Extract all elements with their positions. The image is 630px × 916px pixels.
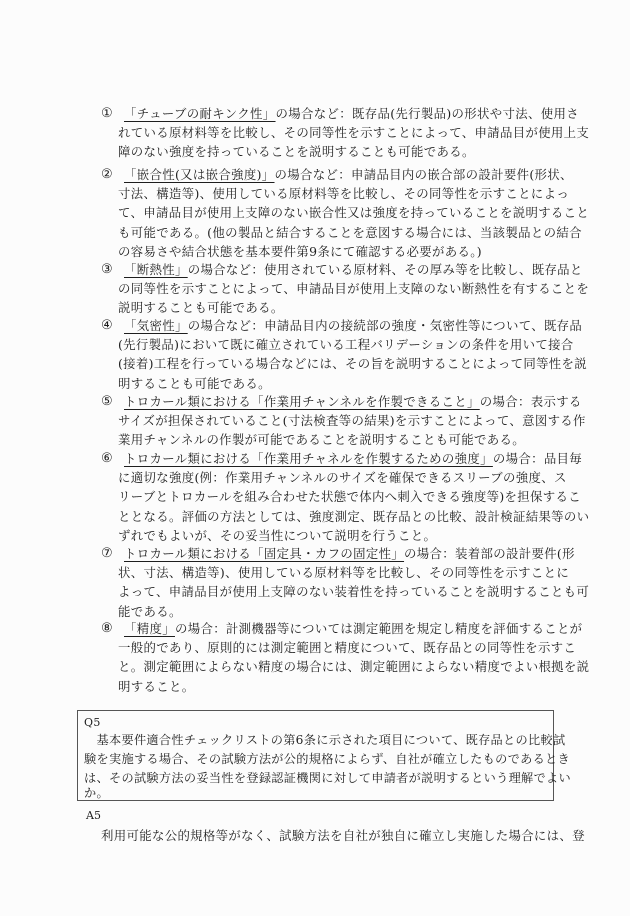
item-line: の同等性を示すことによって、申請品目が使用上支障のない断熱性を有することを xyxy=(118,281,590,297)
item-line xyxy=(124,103,579,124)
item-line: て、申請品目が使用上支障のない嵌合性又は強度を持っていることを説明すること xyxy=(118,205,590,221)
item-line: に適切な強度(例：作業用チャンネルのサイズを確保できるスリーブの強度、ス xyxy=(118,470,567,486)
item-heading: トロカール類における「作業用チャネルを作製するための強度」 xyxy=(124,451,493,466)
item-text: の場合など：申請品目内の嵌合部の設計要件(形状、 xyxy=(274,167,573,182)
item-text: の場合：装着部の設計要件(形 xyxy=(404,546,575,561)
item-line: 業用チャンネルの作製が可能であることを説明することも可能である。 xyxy=(118,432,525,448)
item-number: ⑤ xyxy=(101,394,113,409)
item-number: ② xyxy=(101,167,113,182)
item-line: (先行製品)において既に確立されている工程バリデーションの条件を用いて接合 xyxy=(118,337,574,353)
item-line xyxy=(124,259,583,280)
item-line: 状、寸法、構造等)、使用している原材料等を比較し、その同等性を示すことに xyxy=(118,565,570,581)
question-box xyxy=(77,710,572,801)
item-number: ⑦ xyxy=(101,546,113,561)
answer-text: 利用可能な公的規格等がなく、試験方法を自社が独自に確立し実施した場合には、登 xyxy=(101,828,585,843)
item-line: リーブとトロカールを組み合わせた状態で体内へ刺入できる強度等)を担保するこ xyxy=(118,489,581,505)
item-line: 明することも可能である。 xyxy=(118,375,271,391)
item-line: よって、申請品目が使用上支障のない装着性を持っていることを説明することも可 xyxy=(118,584,590,600)
item-line: ととなる。評価の方法としては、強度測定、既存品との比較、設計検証結果等のい xyxy=(118,508,590,524)
item-heading: トロカール類における「固定具・カフの固定性」 xyxy=(124,546,405,561)
item-text: の場合：品目毎 xyxy=(492,451,583,466)
item-line: 一般的であり、原則的には測定範囲と精度について、既存品との同等性を示すこ xyxy=(118,640,577,656)
item-heading: 「断熱性」 xyxy=(124,262,188,277)
item-heading: 「チューブの耐キンク性」 xyxy=(124,106,276,121)
item-heading: 「嵌合性(又は嵌合強度)」 xyxy=(124,167,275,182)
question-line: 基本要件適合性チェックリストの第6条に示された項目について、既存品との比較試 xyxy=(84,733,566,747)
question-label: Q5 xyxy=(84,716,101,729)
question-line: は、その試験方法の妥当性を登録認証機関に対して申請者が説明するという理解でよい xyxy=(84,771,572,785)
item-line xyxy=(124,164,573,185)
item-line: の容易さや結合状態を基本要件第9条にて確認する必要がある。) xyxy=(118,243,482,259)
item-line: サイズが担保されていること(寸法検査等の結果)を示すことによって、意図する作 xyxy=(118,413,586,429)
item-number: ⑧ xyxy=(101,621,113,636)
item-text: の場合：表示する xyxy=(479,394,582,409)
item-number: ④ xyxy=(101,318,113,333)
item-line: 説明することも可能である。 xyxy=(118,300,284,316)
item-text: の場合など：使用されている原材料、その厚み等を比較し、既存品と xyxy=(187,262,583,277)
item-line: 能である。 xyxy=(118,603,182,619)
item-text: の場合など：既存品(先行製品)の形状や寸法、使用さ xyxy=(275,106,579,121)
question-line: 験を実施する場合、その試験方法が公的規格によらず、自社が確立したものであるとき xyxy=(84,752,571,766)
item-number: ⑥ xyxy=(101,451,113,466)
item-text: の場合：計測機器等については測定範囲を規定し精度を評価することが xyxy=(174,621,583,636)
item-line xyxy=(124,543,575,564)
item-line: ずれでもよいが、その妥当性について説明を行うこと。 xyxy=(118,527,437,543)
question-line: か。 xyxy=(84,786,109,800)
item-number: ① xyxy=(101,106,113,121)
item-line: も可能である。(他の製品と結合することを意図する場合には、当該製品との結合 xyxy=(118,224,582,240)
item-heading: 「気密性」 xyxy=(124,318,188,333)
item-line: と。測定範囲によらない精度の場合には、測定範囲によらない精度でよい根拠を説 xyxy=(118,659,590,675)
item-line: れている原材料等を比較し、その同等性を示すことによって、申請品目が使用上支 xyxy=(118,125,590,141)
item-number: ③ xyxy=(101,262,113,277)
item-line xyxy=(124,448,582,469)
item-line: 障のない強度を持っていることを説明することも可能である。 xyxy=(118,144,475,160)
item-heading: トロカール類における「作業用チャンネルを作製できること」 xyxy=(124,394,480,409)
item-heading: 「精度」 xyxy=(124,621,175,636)
item-text: の場合など：申請品目内の接続部の強度・気密性等について、既存品 xyxy=(187,318,583,333)
answer-label: A5 xyxy=(86,809,101,822)
item-line: 明すること。 xyxy=(118,678,195,694)
item-line xyxy=(124,391,582,412)
item-line: (接着)工程を行っている場合などには、その旨を説明することによって同等性を説 xyxy=(118,356,588,372)
item-line xyxy=(124,618,582,639)
item-line: 寸法、構造等)、使用している原材料等を比較し、その同等性を示すことによっ xyxy=(118,186,570,202)
item-line xyxy=(124,315,582,336)
